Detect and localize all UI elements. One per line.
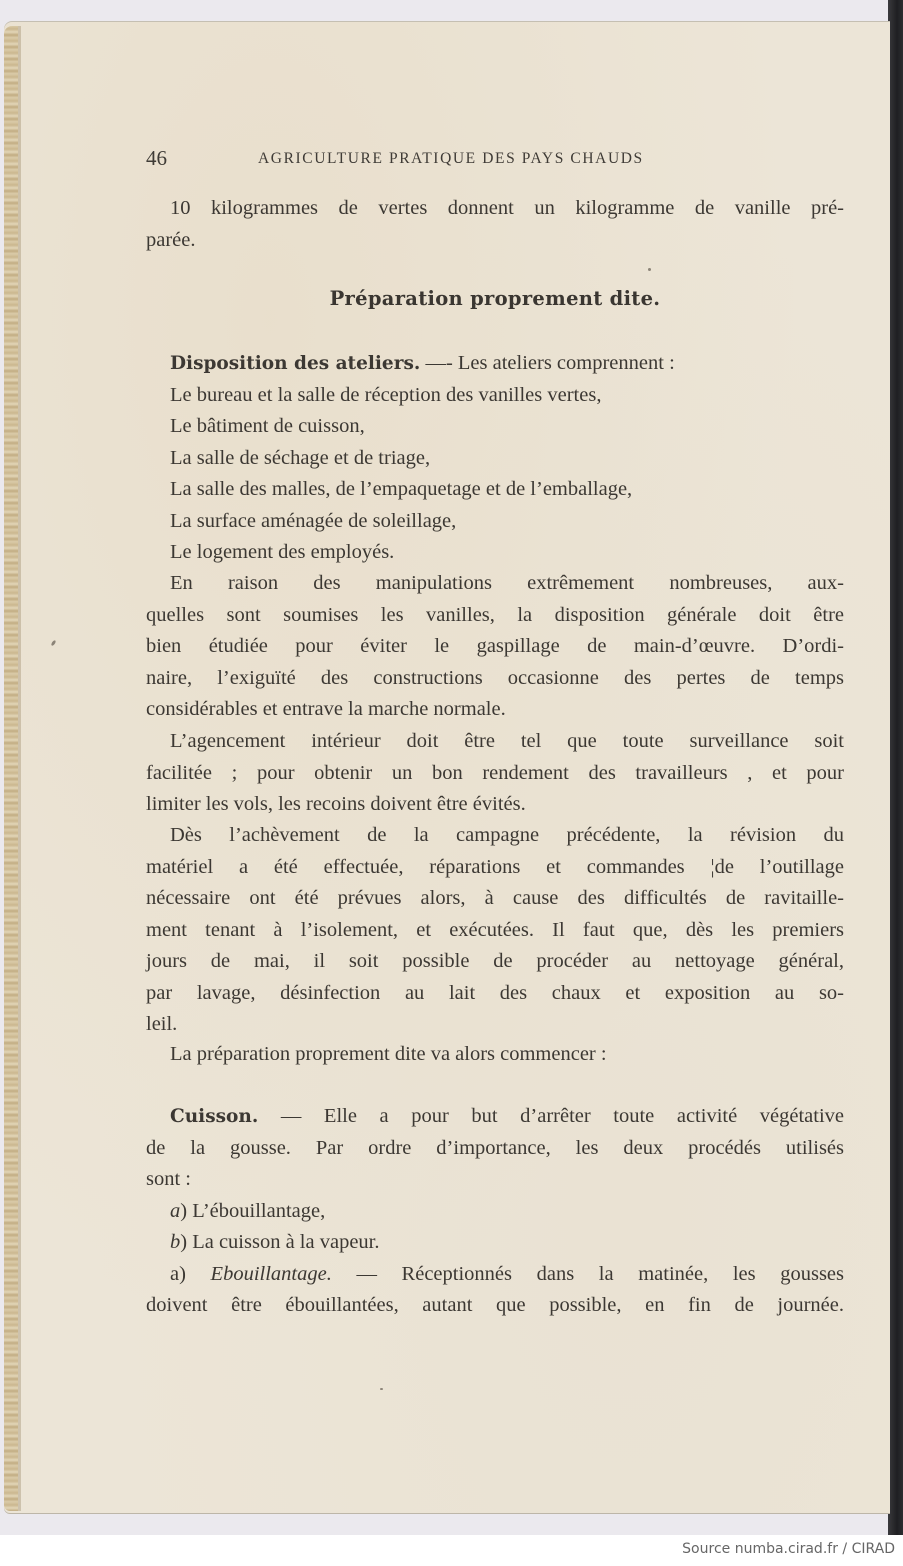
- text-line: En raison des manipulations extrêmement nombreuses, aux-: [170, 572, 844, 594]
- text-line: nécessaire ont été prévues alors, à cause des difficultés de ravitaille-: [146, 887, 844, 909]
- list-item: La salle de séchage et de triage,: [170, 446, 431, 469]
- paragraph-manipulations: [146, 568, 844, 726]
- text-line: 10 kilogrammes de vertes donnent un kilogramme de vanille pré-: [170, 197, 844, 219]
- text-line: La préparation proprement dite va alors commencer :: [170, 1043, 607, 1065]
- text-line: L’agencement intérieur doit être tel que toute surveillance soit: [170, 730, 844, 752]
- disposition-lead-line: [146, 348, 844, 380]
- text-line: limiter les vols, les recoins doivent être évités.: [146, 793, 526, 815]
- cuisson-section: [146, 1101, 844, 1322]
- book-cover-edge: [888, 0, 903, 1535]
- text-line: doivent être ébouillantées, autant que possible, en fin de journée.: [146, 1294, 844, 1316]
- paper-speck: [380, 1388, 383, 1390]
- page-edges-left: [4, 26, 18, 1511]
- disposition-section: [146, 348, 844, 569]
- subsection-marker: a): [170, 1262, 211, 1285]
- text-line: matériel a été effectuée, réparations et commandes ¦de l’outillage: [146, 855, 844, 878]
- cuisson-lead-rest: — Elle a pour but d’arrêter toute activité végétative: [258, 1105, 844, 1127]
- source-credit: Source numba.cirad.fr / CIRAD: [682, 1541, 895, 1557]
- running-title: AGRICULTURE PRATIQUE DES PAYS CHAUDS: [258, 150, 644, 167]
- text-line: jours de mai, il soit possible de procéder au nettoyage général,: [146, 950, 844, 972]
- list-item: Le logement des employés.: [170, 541, 395, 563]
- list-item: Le bureau et la salle de réception des vanilles vertes,: [170, 383, 602, 406]
- page-number: 46: [146, 146, 167, 170]
- text-line: bien étudiée pour éviter le gaspillage de main-d’œuvre. D’ordi-: [146, 635, 844, 657]
- list-item: [146, 1196, 844, 1228]
- text-line: quelles sont soumises les vanilles, la disposition générale doit être: [146, 603, 844, 626]
- paper-speck: [648, 268, 651, 271]
- opening-paragraph: [146, 193, 844, 256]
- disposition-lead: Disposition des ateliers.: [170, 353, 421, 374]
- section-heading: Préparation proprement dite.: [329, 287, 661, 310]
- text-line: Dès l’achèvement de la campagne précédente, la révision du: [170, 824, 844, 846]
- running-head: [146, 146, 846, 172]
- list-item-text: ) L’ébouillantage,: [180, 1199, 326, 1222]
- paragraph-agencement: [146, 726, 844, 821]
- list-item: [146, 1227, 844, 1259]
- text-line: ment tenant à l’isolement, et exécutées. Il faut que, dès les premiers: [146, 918, 844, 941]
- list-item: La salle des malles, de l’empaquetage et de l’emballage,: [170, 478, 633, 500]
- paragraph-preparation: [146, 1039, 844, 1071]
- text-line: facilitée ; pour obtenir un bon rendement des travailleurs , et pour: [146, 761, 844, 784]
- text-line: parée.: [146, 228, 196, 251]
- subsection-title: Ebouillantage.: [210, 1262, 332, 1285]
- list-marker: b: [170, 1231, 181, 1253]
- cuisson-lead: Cuisson.: [170, 1106, 259, 1127]
- list-item: Le bâtiment de cuisson,: [170, 415, 365, 437]
- text-line: leil.: [146, 1013, 178, 1035]
- subsection-rest: — Réceptionnés dans la matinée, les gousses: [331, 1262, 844, 1285]
- list-item-text: ) La cuisson à la vapeur.: [180, 1231, 380, 1253]
- subsection-lead-line: [146, 1259, 844, 1291]
- disposition-lead-rest: —- Les ateliers comprennent :: [420, 352, 675, 374]
- text-line: de la gousse. Par ordre d’importance, les deux procédés utilisés: [146, 1136, 844, 1159]
- list-marker: a: [170, 1199, 181, 1222]
- text-line: naire, l’exiguïté des constructions occasionne des pertes de temps: [146, 666, 844, 689]
- text-line: sont :: [146, 1168, 191, 1190]
- list-item: La surface aménagée de soleillage,: [170, 509, 457, 532]
- text-line: considérables et entrave la marche normale.: [146, 698, 506, 720]
- paragraph-achevement: [146, 820, 844, 1041]
- text-line: par lavage, désinfection au lait des chaux et exposition au so-: [146, 981, 844, 1004]
- cuisson-lead-line: [146, 1101, 844, 1133]
- gutter-shadow: [18, 26, 21, 1511]
